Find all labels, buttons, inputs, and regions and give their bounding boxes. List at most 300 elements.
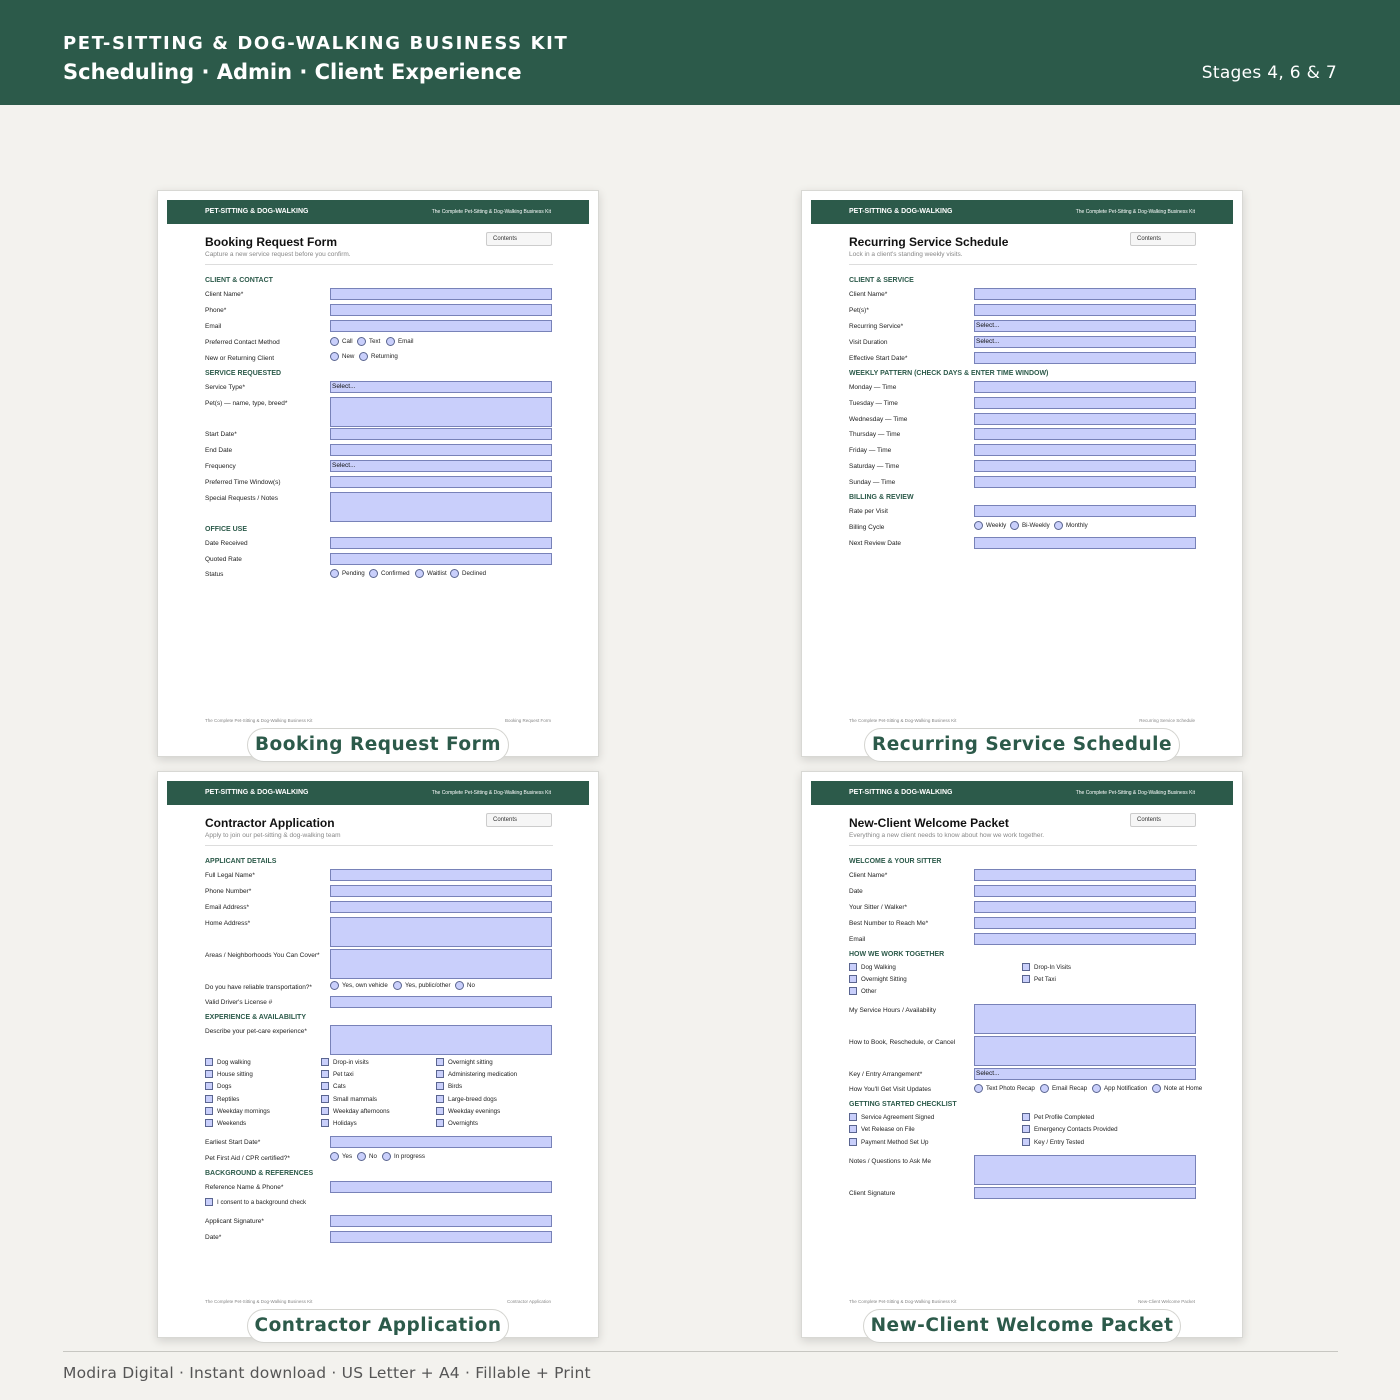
checkbox-small-mammals[interactable] (321, 1095, 377, 1103)
checkbox-icon (205, 1070, 213, 1078)
radio-circle-icon (1092, 1084, 1101, 1093)
kit-subtitle: Scheduling · Admin · Client Experience (63, 60, 522, 84)
booking-policy-textarea[interactable] (974, 1036, 1196, 1066)
section-heading: OFFICE USE (205, 526, 248, 533)
tuesday-time-input[interactable] (974, 397, 1196, 409)
option-label: Drop-in visits (333, 1058, 369, 1066)
sunday-time-input[interactable] (974, 476, 1196, 488)
field-label: Home Address* (205, 920, 251, 927)
checkbox-overnight-sitting[interactable] (436, 1058, 493, 1066)
option-label: I consent to a background check (217, 1198, 307, 1206)
checkbox-icon (205, 1058, 213, 1066)
field-label: Service Type* (205, 384, 245, 391)
radio-bi-weekly[interactable] (1010, 521, 1050, 530)
checkbox-icon (205, 1198, 213, 1206)
email-address-input[interactable] (330, 901, 552, 913)
section-heading: BILLING & REVIEW (849, 494, 914, 501)
section-heading: APPLICANT DETAILS (205, 858, 277, 865)
checkbox-icon (205, 1119, 213, 1127)
option-label: Holidays (333, 1119, 357, 1127)
checkbox-drop-in-visits[interactable] (1022, 963, 1071, 971)
page-kit-name: The Complete Pet-Sitting & Dog-Walking Business Kit (1075, 790, 1195, 796)
option-label: Cats (333, 1082, 346, 1090)
field-label: Tuesday — Time (849, 400, 898, 407)
home-address-textarea[interactable] (330, 917, 552, 947)
time-window-input[interactable] (330, 476, 552, 488)
radio-circle-icon (357, 337, 366, 346)
field-label: Client Name* (205, 291, 244, 298)
radio-own-vehicle[interactable] (330, 981, 388, 990)
checkbox-icon (205, 1107, 213, 1115)
email-input[interactable] (330, 320, 552, 332)
checkbox-icon (321, 1119, 329, 1127)
thursday-time-input[interactable] (974, 428, 1196, 440)
radio-circle-icon (455, 981, 464, 990)
option-label: Pet Taxi (1034, 975, 1056, 983)
field-label: Your Sitter / Walker* (849, 904, 908, 911)
caption-recurring-service-schedule: Recurring Service Schedule (864, 728, 1180, 762)
checkbox-icon (849, 987, 857, 995)
radio-waitlist[interactable] (415, 569, 447, 578)
field-label: Notes / Questions to Ask Me (849, 1158, 932, 1165)
option-label: Email (398, 338, 414, 345)
page-footer-left: The Complete Pet-Sitting & Dog-Walking Business Kit (205, 1299, 313, 1304)
section-heading: CLIENT & CONTACT (205, 277, 273, 284)
option-label: Weekday evenings (448, 1107, 501, 1115)
page-title: Recurring Service Schedule (849, 235, 1009, 249)
caption-booking-request-form: Booking Request Form (247, 728, 509, 762)
date-input[interactable] (330, 1231, 552, 1243)
option-label: Dog Walking (861, 963, 896, 971)
field-label: Preferred Contact Method (205, 339, 280, 346)
option-label: Note at Home (1164, 1085, 1203, 1092)
key-entry-select[interactable]: Select... (974, 1068, 1196, 1080)
drivers-license-input[interactable] (330, 996, 552, 1008)
option-label: Call (342, 338, 353, 345)
booking-request-form-preview (157, 190, 599, 757)
field-label: Start Date* (205, 431, 237, 438)
end-date-input[interactable] (330, 444, 552, 456)
field-label: Date* (205, 1234, 222, 1241)
checkbox-icon (1022, 975, 1030, 983)
page-kit-name: The Complete Pet-Sitting & Dog-Walking Business Kit (1075, 209, 1195, 215)
radio-email-recap[interactable] (1040, 1084, 1087, 1093)
option-label: Yes, public/other (405, 982, 451, 989)
page-brand: PET-SITTING & DOG-WALKING (849, 789, 953, 796)
radio-confirmed[interactable] (369, 569, 410, 578)
field-label: Phone Number* (205, 888, 252, 895)
checkbox-weekday-mornings[interactable] (205, 1107, 270, 1115)
client-name-input[interactable] (330, 288, 552, 300)
page-brand: PET-SITTING & DOG-WALKING (849, 208, 953, 215)
page-header-bar (167, 200, 589, 224)
page-header-bar (167, 781, 589, 805)
contents-button[interactable]: Contents (1130, 232, 1196, 246)
radio-circle-icon (359, 352, 368, 361)
checkbox-holidays[interactable] (321, 1119, 357, 1127)
radio-circle-icon (369, 569, 378, 578)
footer-divider (63, 1351, 1338, 1352)
checkbox-weekends[interactable] (205, 1119, 246, 1127)
section-heading: WELCOME & YOUR SITTER (849, 858, 942, 865)
checkbox-vet-release[interactable] (849, 1125, 915, 1133)
option-label: Dogs (217, 1082, 232, 1090)
section-heading: EXPERIENCE & AVAILABILITY (205, 1014, 306, 1021)
checkbox-icon (849, 975, 857, 983)
field-label: Wednesday — Time (849, 416, 908, 423)
field-label: How to Book, Reschedule, or Cancel (849, 1039, 956, 1046)
radio-text-photo-recap[interactable] (974, 1084, 1035, 1093)
footer-text: Modira Digital · Instant download · US Letter + A4 · Fillable + Print (63, 1364, 591, 1382)
divider (849, 845, 1197, 846)
field-label: Sunday — Time (849, 479, 896, 486)
radio-note-at-home[interactable] (1152, 1084, 1202, 1093)
field-label: Valid Driver's License # (205, 999, 273, 1006)
option-label: Pending (342, 570, 365, 577)
contents-button[interactable]: Contents (486, 813, 552, 827)
checkbox-key-entry-tested[interactable] (1022, 1138, 1084, 1146)
field-label: Full Legal Name* (205, 872, 255, 879)
page-kit-name: The Complete Pet-Sitting & Dog-Walking Business Kit (431, 209, 551, 215)
best-number-input[interactable] (974, 917, 1196, 929)
radio-no[interactable] (455, 981, 475, 990)
friday-time-input[interactable] (974, 444, 1196, 456)
date-input[interactable] (974, 885, 1196, 897)
start-date-input[interactable] (330, 428, 552, 440)
checkbox-weekday-afternoons[interactable] (321, 1107, 390, 1115)
checkbox-dogs[interactable] (205, 1082, 231, 1090)
checkbox-overnights[interactable] (436, 1119, 478, 1127)
option-label: Drop-In Visits (1034, 963, 1072, 971)
field-label: Earliest Start Date* (205, 1139, 261, 1146)
page-title: Booking Request Form (205, 235, 338, 249)
radio-circle-icon (1040, 1084, 1049, 1093)
option-label: Weekends (217, 1119, 247, 1127)
section-heading: BACKGROUND & REFERENCES (205, 1170, 314, 1177)
applicant-signature-input[interactable] (330, 1215, 552, 1227)
radio-cpr-no[interactable] (357, 1152, 377, 1161)
page-footer-right: New-Client Welcome Packet (1138, 1299, 1195, 1304)
field-label: Thursday — Time (849, 431, 901, 438)
recurring-service-select[interactable]: Select... (974, 320, 1196, 332)
checkbox-icon (205, 1095, 213, 1103)
option-label: Text (369, 338, 381, 345)
field-label: Billing Cycle (849, 524, 885, 531)
service-hours-textarea[interactable] (974, 1004, 1196, 1034)
radio-app-notification[interactable] (1092, 1084, 1147, 1093)
checkbox-icon (849, 963, 857, 971)
field-label: Email (205, 323, 222, 330)
date-received-input[interactable] (330, 537, 552, 549)
page-footer-right: Booking Request Form (504, 718, 551, 723)
radio-public-other[interactable] (393, 981, 451, 990)
field-label: Do you have reliable transportation?* (205, 984, 312, 991)
option-label: Vet Release on File (861, 1125, 915, 1133)
checkbox-payment-method[interactable] (849, 1138, 928, 1146)
checkbox-reptiles[interactable] (205, 1095, 239, 1103)
option-label: Declined (462, 570, 487, 577)
option-label: Small mammals (333, 1095, 378, 1103)
page-header-bar (811, 781, 1233, 805)
checkbox-pet-taxi[interactable] (1022, 975, 1056, 983)
checkbox-icon (436, 1095, 444, 1103)
client-signature-input[interactable] (974, 1187, 1196, 1199)
checkbox-icon (1022, 963, 1030, 971)
client-name-input[interactable] (974, 288, 1196, 300)
notes-textarea[interactable] (974, 1155, 1196, 1185)
page-brand: PET-SITTING & DOG-WALKING (205, 208, 309, 215)
checkbox-weekday-evenings[interactable] (436, 1107, 500, 1115)
kit-title: PET-SITTING & DOG-WALKING BUSINESS KIT (63, 33, 569, 54)
radio-cpr-in-progress[interactable] (382, 1152, 425, 1161)
page-footer-right: Recurring Service Schedule (1139, 718, 1195, 723)
checkbox-other[interactable] (849, 987, 876, 995)
divider (205, 264, 553, 265)
next-review-date-input[interactable] (974, 537, 1196, 549)
option-label: Administering medication (448, 1070, 518, 1078)
option-label: Pet Profile Completed (1034, 1113, 1095, 1121)
field-label: Reference Name & Phone* (205, 1184, 284, 1191)
monday-time-input[interactable] (974, 381, 1196, 393)
phone-number-input[interactable] (330, 885, 552, 897)
recurring-service-schedule-preview (801, 190, 1243, 757)
radio-text[interactable] (357, 337, 380, 346)
page-kit-name: The Complete Pet-Sitting & Dog-Walking Business Kit (431, 790, 551, 796)
page-footer-left: The Complete Pet-Sitting & Dog-Walking Business Kit (849, 718, 957, 723)
checkbox-drop-in-visits[interactable] (321, 1058, 369, 1066)
field-label: Email Address* (205, 904, 250, 911)
saturday-time-input[interactable] (974, 460, 1196, 472)
radio-circle-icon (1152, 1084, 1161, 1093)
areas-textarea[interactable] (330, 949, 552, 979)
checkbox-background-consent[interactable] (205, 1198, 306, 1206)
checkbox-icon (436, 1107, 444, 1115)
checkbox-icon (436, 1058, 444, 1066)
section-heading: SERVICE REQUESTED (205, 370, 282, 377)
field-label: Visit Duration (849, 339, 888, 346)
option-label: No (467, 982, 475, 989)
radio-circle-icon (974, 521, 983, 530)
page-footer-left: The Complete Pet-Sitting & Dog-Walking Business Kit (849, 1299, 957, 1304)
option-label: Birds (448, 1082, 463, 1090)
checkbox-large-breed-dogs[interactable] (436, 1095, 497, 1103)
radio-weekly[interactable] (974, 521, 1006, 530)
radio-circle-icon (357, 1152, 366, 1161)
field-label: Monday — Time (849, 384, 897, 391)
contents-button[interactable]: Contents (486, 232, 552, 246)
radio-circle-icon (386, 337, 395, 346)
full-legal-name-input[interactable] (330, 869, 552, 881)
checkbox-icon (849, 1138, 857, 1146)
checkbox-icon (321, 1058, 329, 1066)
page-footer-right: Contractor Application (506, 1299, 551, 1304)
option-label: App Notification (1104, 1085, 1148, 1092)
field-label: Key / Entry Arrangement* (849, 1071, 923, 1078)
option-label: Pet taxi (333, 1070, 354, 1078)
experience-textarea[interactable] (330, 1025, 552, 1055)
radio-call[interactable] (330, 337, 353, 346)
field-label: Pet(s)* (849, 307, 869, 314)
field-label: Areas / Neighborhoods You Can Cover* (205, 952, 320, 959)
field-label: Preferred Time Window(s) (205, 479, 281, 486)
divider (849, 264, 1197, 265)
checkbox-icon (1022, 1113, 1030, 1121)
checkbox-icon (205, 1082, 213, 1090)
radio-declined[interactable] (450, 569, 486, 578)
earliest-start-date-input[interactable] (330, 1136, 552, 1148)
field-label: New or Returning Client (205, 355, 275, 362)
section-heading: WEEKLY PATTERN (CHECK DAYS & ENTER TIME WINDOW) (849, 370, 1049, 377)
service-type-select[interactable]: Select... (330, 381, 552, 393)
checkbox-icon (321, 1082, 329, 1090)
section-heading: HOW WE WORK TOGETHER (849, 951, 945, 958)
field-label: Friday — Time (849, 447, 892, 454)
divider (205, 845, 553, 846)
field-label: Email (849, 936, 866, 943)
field-label: Describe your pet-care experience* (205, 1028, 307, 1035)
field-label: Pet First Aid / CPR certified?* (205, 1155, 290, 1162)
reference-input[interactable] (330, 1181, 552, 1193)
option-label: In progress (394, 1153, 425, 1160)
option-label: Overnight sitting (448, 1058, 493, 1066)
page-subtitle: Capture a new service request before you confirm. (205, 251, 351, 258)
caption-contractor-application: Contractor Application (247, 1309, 509, 1343)
option-label: Weekday mornings (217, 1107, 270, 1115)
sitter-input[interactable] (974, 901, 1196, 913)
field-label: Applicant Signature* (205, 1218, 264, 1225)
field-label: Phone* (205, 307, 227, 314)
radio-circle-icon (330, 352, 339, 361)
radio-circle-icon (1054, 521, 1063, 530)
pets-textarea[interactable] (330, 397, 552, 427)
start-date-input[interactable] (974, 352, 1196, 364)
radio-circle-icon (330, 981, 339, 990)
checkbox-birds[interactable] (436, 1082, 462, 1090)
field-label: Best Number to Reach Me* (849, 920, 929, 927)
checkbox-icon (321, 1070, 329, 1078)
checkbox-overnight-sitting[interactable] (849, 975, 907, 983)
radio-circle-icon (974, 1084, 983, 1093)
checkbox-administering-medication[interactable] (436, 1070, 517, 1078)
radio-circle-icon (330, 1152, 339, 1161)
pets-input[interactable] (974, 304, 1196, 316)
rate-per-visit-input[interactable] (974, 505, 1196, 517)
option-label: Reptiles (217, 1095, 240, 1103)
page-header-bar (811, 200, 1233, 224)
checkbox-service-agreement[interactable] (849, 1113, 934, 1121)
radio-returning[interactable] (359, 352, 398, 361)
field-label: Saturday — Time (849, 463, 900, 470)
page-title: New-Client Welcome Packet (849, 816, 1009, 830)
option-label: Weekly (986, 522, 1007, 529)
option-label: Text Photo Recap (986, 1085, 1035, 1092)
wednesday-time-input[interactable] (974, 413, 1196, 425)
option-label: Payment Method Set Up (861, 1138, 929, 1146)
radio-email[interactable] (386, 337, 413, 346)
checkbox-pet-profile[interactable] (1022, 1113, 1094, 1121)
checkbox-cats[interactable] (321, 1082, 346, 1090)
page-title: Contractor Application (205, 816, 335, 830)
checkbox-icon (321, 1107, 329, 1115)
option-label: New (342, 353, 355, 360)
page-footer-left: The Complete Pet-Sitting & Dog-Walking Business Kit (205, 718, 313, 723)
checkbox-icon (436, 1070, 444, 1078)
page-subtitle: Lock in a client's standing weekly visits. (849, 251, 963, 258)
checkbox-icon (849, 1113, 857, 1121)
field-label: End Date (205, 447, 233, 454)
option-label: Overnight Sitting (861, 975, 907, 983)
option-label: Emergency Contacts Provided (1034, 1125, 1118, 1133)
contents-button[interactable]: Contents (1130, 813, 1196, 827)
option-label: Bi-Weekly (1022, 522, 1050, 529)
option-label: Key / Entry Tested (1034, 1138, 1085, 1146)
radio-circle-icon (415, 569, 424, 578)
checkbox-icon (1022, 1138, 1030, 1146)
radio-cpr-yes[interactable] (330, 1152, 352, 1161)
option-label: No (369, 1153, 377, 1160)
caption-welcome-packet: New-Client Welcome Packet (863, 1309, 1181, 1343)
checkbox-icon (436, 1119, 444, 1127)
checkbox-icon (436, 1082, 444, 1090)
checkbox-dog-walking[interactable] (205, 1058, 251, 1066)
phone-input[interactable] (330, 304, 552, 316)
field-label: Date (849, 888, 863, 895)
option-label: Other (861, 987, 877, 995)
option-label: Dog walking (217, 1058, 251, 1066)
checkbox-emergency-contacts[interactable] (1022, 1125, 1118, 1133)
field-label: Frequency (205, 463, 236, 470)
option-label: Weekday afternoons (333, 1107, 390, 1115)
checkbox-dog-walking[interactable] (849, 963, 896, 971)
email-input[interactable] (974, 933, 1196, 945)
welcome-packet-preview (801, 771, 1243, 1338)
field-label: Recurring Service* (849, 323, 904, 330)
field-label: Next Review Date (849, 540, 902, 547)
frequency-select[interactable]: Select... (330, 460, 552, 472)
page-subtitle: Apply to join our pet-sitting & dog-walking team (205, 832, 341, 839)
special-requests-textarea[interactable] (330, 492, 552, 522)
radio-pending[interactable] (330, 569, 365, 578)
radio-monthly[interactable] (1054, 521, 1088, 530)
field-label: Special Requests / Notes (205, 495, 278, 502)
option-label: Overnights (448, 1119, 478, 1127)
visit-duration-select[interactable]: Select... (974, 336, 1196, 348)
checkbox-pet-taxi[interactable] (321, 1070, 354, 1078)
field-label: Client Name* (849, 872, 888, 879)
checkbox-icon (321, 1095, 329, 1103)
radio-new[interactable] (330, 352, 354, 361)
section-heading: CLIENT & SERVICE (849, 277, 914, 284)
client-name-input[interactable] (974, 869, 1196, 881)
radio-circle-icon (450, 569, 459, 578)
field-label: My Service Hours / Availability (849, 1007, 936, 1014)
option-label: Yes, own vehicle (342, 982, 388, 989)
quoted-rate-input[interactable] (330, 553, 552, 565)
option-label: Waitlist (427, 570, 447, 577)
checkbox-icon (1022, 1125, 1030, 1133)
option-label: Yes (342, 1153, 353, 1160)
option-label: Confirmed (381, 570, 410, 577)
contractor-application-preview (157, 771, 599, 1338)
field-label: Client Signature (849, 1190, 896, 1197)
field-label: Status (205, 571, 224, 578)
radio-circle-icon (1010, 521, 1019, 530)
radio-circle-icon (382, 1152, 391, 1161)
field-label: Client Name* (849, 291, 888, 298)
checkbox-house-sitting[interactable] (205, 1070, 253, 1078)
option-label: Email Recap (1052, 1085, 1088, 1092)
checkbox-icon (849, 1125, 857, 1133)
